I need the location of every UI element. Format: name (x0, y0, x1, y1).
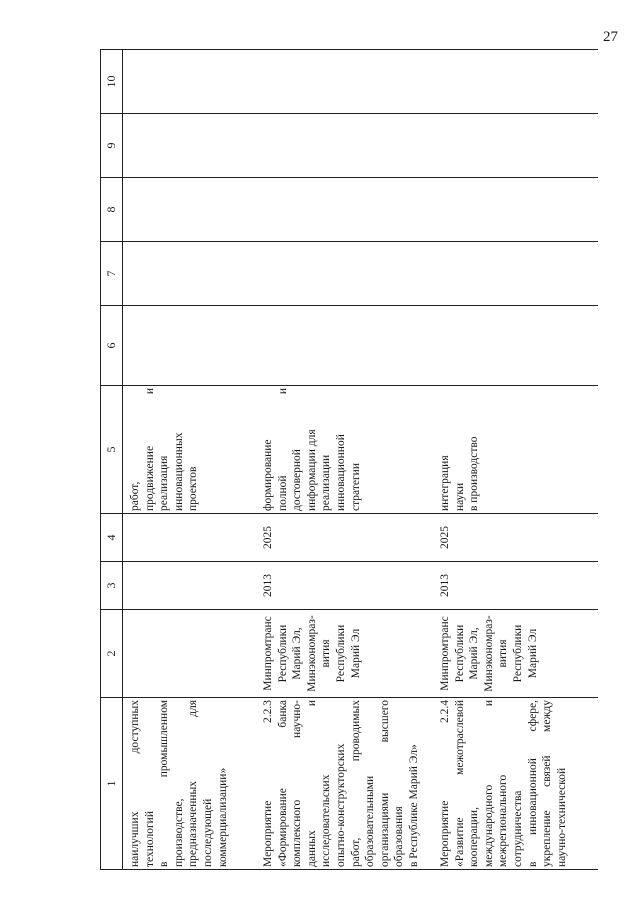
cell-line: Марий Эл (526, 628, 539, 679)
cell-line: исследовательских (320, 774, 333, 867)
cell-col-7 (250, 242, 427, 306)
cell-line: Республики (511, 624, 524, 683)
cell-line: науки (453, 482, 466, 511)
cell-line: информации для (305, 429, 318, 511)
cell-col-10 (250, 50, 427, 114)
cell-line: научно-технической (555, 767, 568, 867)
cell-line: Республики (334, 624, 347, 683)
cell-line: данных и (305, 700, 318, 867)
cell-line: работ, проводимых (349, 700, 362, 867)
cell-line: последующей (201, 798, 214, 867)
cell-col-8 (123, 178, 251, 242)
cell-line: Республики (276, 624, 289, 683)
cell-start-year: 2013 (250, 562, 427, 610)
cell-col-6 (123, 306, 251, 386)
cell-line: в инновационной сфере, (526, 700, 539, 867)
cell-line: вития (497, 639, 510, 668)
cell-line: реализация (158, 455, 171, 511)
activities-table (100, 49, 598, 870)
cell-line: Марий Эл, (468, 627, 481, 680)
header-col-8: 8 (101, 178, 123, 242)
cell-line: «Формирование банка (276, 700, 289, 867)
cell-line: Мероприятие 2.2.4 (439, 700, 451, 867)
cell-line: Минэкономраз- (305, 615, 318, 692)
header-col-9: 9 (101, 114, 123, 178)
cell-line: Минпромтранс (439, 616, 451, 691)
header-col-1: 1 (101, 698, 123, 870)
cell-line: Минэкономраз- (482, 615, 495, 692)
cell-line: инновационной (334, 434, 347, 511)
cell-line: стратегии (349, 463, 362, 511)
cell-line: в промышленном (158, 700, 171, 867)
cell-end-year: 2025 (250, 514, 427, 562)
cell-expected-result (123, 386, 251, 514)
cell-line: в Республике Марий Эл» (407, 744, 420, 867)
header-col-3: 3 (101, 562, 123, 610)
cell-line: работ, (129, 481, 141, 511)
header-col-4: 4 (101, 514, 123, 562)
cell-line: инновационных (172, 432, 185, 511)
cell-line: организациями высшего (378, 700, 391, 867)
table-header-row (101, 50, 123, 870)
header-col-6: 6 (101, 306, 123, 386)
cell-col-6 (250, 306, 427, 386)
cell-line: опытно-конструкторских (334, 743, 347, 867)
cell-col-6 (427, 306, 598, 386)
cell-line: вития (320, 639, 333, 668)
cell-activity (123, 698, 251, 870)
cell-line: сотрудничества (511, 790, 524, 867)
cell-line: производстве, (172, 798, 185, 867)
header-col-10: 10 (101, 50, 123, 114)
cell-line: укрепление связей между (541, 700, 554, 867)
table-row (123, 50, 251, 870)
cell-line: Мероприятие 2.2.3 (262, 700, 274, 867)
cell-start-year: 2013 (427, 562, 598, 610)
cell-line: Минпромтранс (262, 616, 274, 691)
cell-line: в производство (468, 436, 481, 511)
cell-executor (427, 610, 598, 698)
cell-line: международного и (482, 700, 495, 867)
cell-line: предназначенных для (187, 700, 200, 867)
cell-line: проектов (187, 466, 200, 511)
cell-line: реализации (320, 454, 333, 511)
cell-expected-result (250, 386, 427, 514)
cell-line: кооперации, (468, 807, 481, 867)
cell-col-9 (250, 114, 427, 178)
cell-activity (250, 698, 427, 870)
cell-line: достоверной (291, 449, 304, 511)
cell-line: Марий Эл, (291, 627, 304, 680)
cell-executor (123, 610, 251, 698)
cell-line: «Развитие межотраслевой (453, 700, 466, 867)
cell-line: технологий (143, 811, 156, 867)
header-col-7: 7 (101, 242, 123, 306)
table-row (250, 50, 427, 870)
cell-col-8 (250, 178, 427, 242)
cell-col-7 (427, 242, 598, 306)
cell-end-year (123, 514, 251, 562)
cell-col-10 (427, 50, 598, 114)
cell-col-10 (123, 50, 251, 114)
cell-end-year: 2025 (427, 514, 598, 562)
cell-line: Марий Эл (349, 628, 362, 679)
cell-col-8 (427, 178, 598, 242)
cell-line: полной и (276, 388, 289, 511)
cell-start-year (123, 562, 251, 610)
cell-line: образования (393, 806, 406, 867)
cell-line: образовательными (364, 775, 377, 867)
cell-line: интеграция (439, 455, 451, 511)
cell-col-9 (427, 114, 598, 178)
rotated-table-container (100, 50, 619, 870)
table-row (427, 50, 598, 870)
cell-activity (427, 698, 598, 870)
cell-line: комплексного научно- (291, 700, 304, 867)
cell-line: коммерциализации» (216, 767, 229, 867)
cell-line: продвижение и (143, 388, 156, 511)
cell-line: Республики (453, 624, 466, 683)
header-col-5: 5 (101, 386, 123, 514)
cell-col-9 (123, 114, 251, 178)
header-col-2: 2 (101, 610, 123, 698)
cell-executor (250, 610, 427, 698)
cell-line: наилучших доступных (129, 700, 141, 867)
cell-line: межрегионального (497, 774, 510, 867)
page-number: 27 (603, 29, 618, 45)
cell-col-7 (123, 242, 251, 306)
cell-expected-result (427, 386, 598, 514)
cell-line: формирование (262, 439, 274, 511)
